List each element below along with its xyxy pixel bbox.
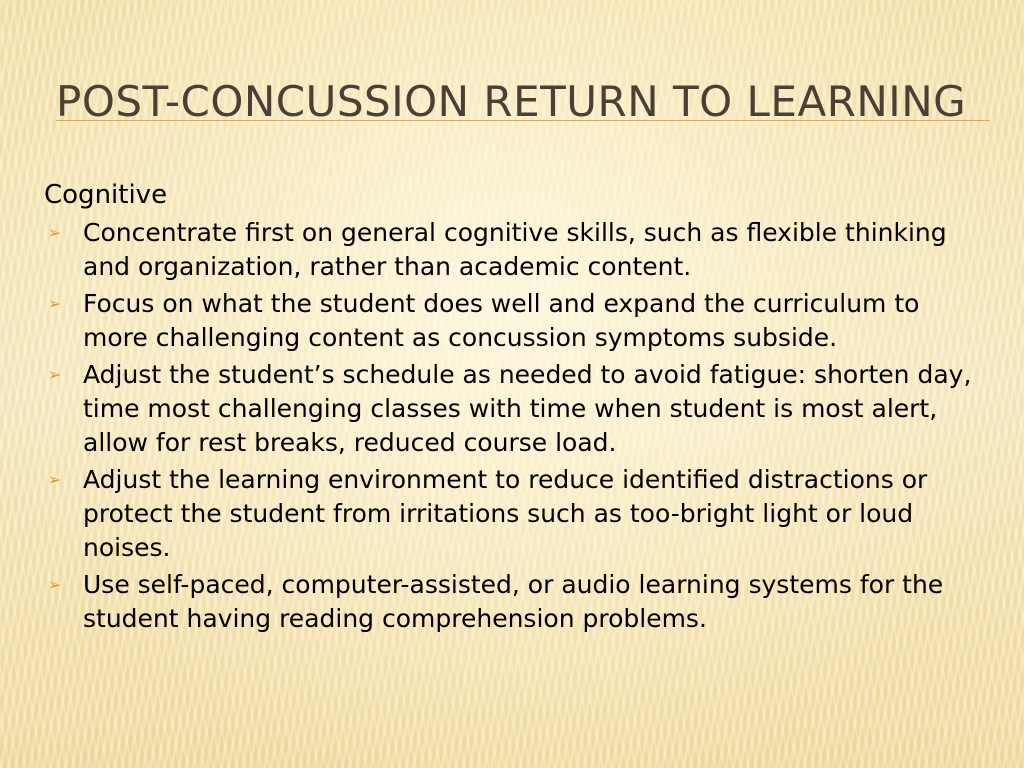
bullet-text: Focus on what the student does well and expand the curriculum to more challenging content as concussion symptoms subside. (83, 289, 920, 352)
slide-content (44, 176, 984, 639)
bullet-item (44, 287, 984, 355)
bullet-list (44, 216, 984, 636)
arrow-bullet-icon: ➢ (48, 575, 62, 594)
bullet-item (44, 358, 984, 460)
arrow-bullet-icon: ➢ (48, 470, 62, 489)
section-heading: Cognitive (44, 180, 168, 210)
bullet-item (44, 463, 984, 565)
bullet-text: Adjust the learning environment to reduce identified distractions or protect the student from irritations such as too-bright light or loud noises. (83, 465, 928, 562)
bullet-item (44, 216, 984, 284)
arrow-bullet-icon: ➢ (48, 365, 62, 384)
arrow-bullet-icon: ➢ (48, 294, 62, 313)
bullet-item (44, 568, 984, 636)
arrow-bullet-icon: ➢ (48, 223, 62, 242)
title-underline (56, 120, 990, 121)
bullet-text: Use self-paced, computer-assisted, or audio learning systems for the student having reading comprehension problems. (83, 570, 944, 633)
bullet-text: Concentrate first on general cognitive skills, such as flexible thinking and organization, rather than academic content. (83, 218, 947, 281)
slide-title: POST-CONCUSSION RETURN TO LEARNING (56, 77, 967, 126)
bullet-text: Adjust the student’s schedule as needed to avoid fatigue: shorten day, time most challenging classes with time when student is most alert, allow for rest breaks, reduced course load. (83, 360, 972, 457)
